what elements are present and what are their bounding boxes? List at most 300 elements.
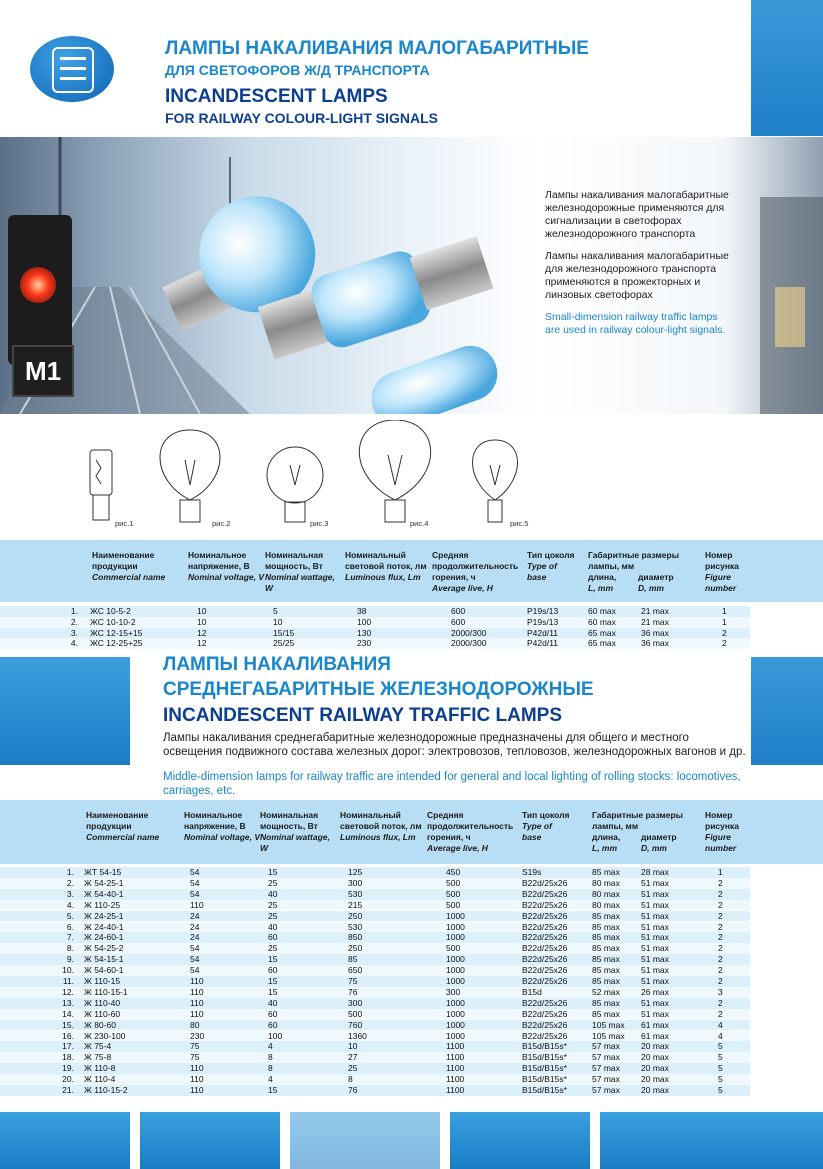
cell-lm: 75 bbox=[348, 976, 358, 986]
cell-h: 1000 bbox=[446, 997, 465, 1008]
cell-v: 80 bbox=[190, 1019, 200, 1030]
cell-l: 85 max bbox=[592, 976, 620, 986]
cell-l: 57 max bbox=[592, 1063, 620, 1074]
cell-h: 500 bbox=[446, 899, 461, 910]
cell-n: 12. bbox=[62, 986, 74, 997]
table-row bbox=[0, 1041, 750, 1052]
cell-lm: 25 bbox=[348, 1063, 358, 1074]
cell-lm: 230 bbox=[357, 638, 372, 649]
cell-lm: 10 bbox=[348, 1041, 358, 1052]
cell-n: 5. bbox=[66, 910, 74, 921]
table-row bbox=[0, 1031, 750, 1042]
th-figure: Номер рисунка Figure number bbox=[705, 550, 739, 593]
cell-d: 20 max bbox=[641, 1085, 669, 1095]
cell-n: 4. bbox=[70, 638, 78, 649]
cell-n: 17. bbox=[62, 1041, 74, 1052]
cell-v: 75 bbox=[190, 1041, 200, 1052]
cell-fig: 4 bbox=[718, 1019, 723, 1030]
cell-h: 500 bbox=[446, 943, 461, 954]
cell-n: 2. bbox=[70, 616, 78, 627]
cell-v: 10 bbox=[197, 606, 207, 616]
cell-h: 600 bbox=[451, 606, 466, 616]
decor-block-left bbox=[0, 657, 130, 765]
footer-block-3 bbox=[290, 1112, 440, 1169]
cell-w: 4 bbox=[268, 1041, 273, 1052]
cell-lm: 76 bbox=[348, 986, 358, 997]
company-logo bbox=[30, 36, 114, 102]
figure-label-4: рис.4 bbox=[410, 519, 429, 528]
cell-fig: 5 bbox=[718, 1085, 723, 1095]
cell-v: 12 bbox=[197, 627, 207, 638]
cell-n: 8. bbox=[66, 943, 74, 954]
cell-l: 65 max bbox=[588, 627, 616, 638]
cell-d: 36 max bbox=[641, 627, 669, 638]
cell-w: 15 bbox=[268, 986, 278, 997]
cell-base: B15d/B15s* bbox=[522, 1052, 567, 1063]
cell-v: 110 bbox=[190, 1063, 204, 1074]
cell-h: 1000 bbox=[446, 1008, 465, 1019]
cell-l: 105 max bbox=[592, 1030, 625, 1041]
table-row bbox=[0, 1020, 750, 1031]
cell-v: 54 bbox=[190, 965, 200, 976]
decor-strip-section2 bbox=[751, 657, 823, 765]
cell-w: 60 bbox=[268, 1008, 278, 1019]
cell-h: 500 bbox=[446, 888, 461, 899]
cell-v: 110 bbox=[190, 997, 204, 1008]
cell-h: 1000 bbox=[446, 954, 465, 965]
section2-intro-ru: Лампы накаливания среднегабаритные железнодорожные предназначены для общего и местного освещения подвижного состава железных дорог: электровозов, тепловозов, железнодорожных вагонов и др. bbox=[163, 732, 746, 758]
cell-v: 54 bbox=[190, 877, 200, 888]
cell-w: 15 bbox=[268, 954, 278, 965]
table-row bbox=[0, 617, 750, 628]
cell-name: ЖТ 54-15 bbox=[84, 867, 122, 877]
cell-n: 20. bbox=[62, 1074, 74, 1085]
cell-w: 5 bbox=[273, 606, 278, 616]
table-row bbox=[0, 889, 750, 900]
th2-length: длина, L, mm bbox=[592, 832, 621, 853]
cell-base: B22d/25x26 bbox=[522, 965, 568, 976]
cell-n: 11. bbox=[62, 976, 74, 986]
cell-base: B22d/25x26 bbox=[522, 888, 568, 899]
cell-d: 20 max bbox=[641, 1074, 669, 1085]
cell-l: 52 max bbox=[592, 986, 620, 997]
cell-d: 51 max bbox=[641, 921, 669, 932]
cell-l: 85 max bbox=[592, 910, 620, 921]
cell-name: Ж 54-15-1 bbox=[84, 954, 124, 965]
section2-intro-en: Middle-dimension lamps for railway traffic are intended for general and local lighting of rolling stocks: locomotives, carriages, etc. bbox=[163, 771, 741, 797]
cell-n: 9. bbox=[66, 954, 74, 965]
cell-d: 51 max bbox=[641, 965, 669, 976]
table-row bbox=[0, 900, 750, 911]
cell-h: 1000 bbox=[446, 921, 465, 932]
cell-base: P19s/13 bbox=[527, 616, 559, 627]
cell-v: 110 bbox=[190, 1074, 204, 1085]
cell-fig: 2 bbox=[718, 932, 723, 943]
figure-label-3: рис.3 bbox=[310, 519, 329, 528]
table-row bbox=[0, 867, 750, 878]
cell-n: 2. bbox=[66, 877, 74, 888]
cell-d: 51 max bbox=[641, 932, 669, 943]
cell-l: 57 max bbox=[592, 1085, 620, 1095]
cell-name: Ж 54-60-1 bbox=[84, 965, 124, 976]
title-ru-line2: ДЛЯ СВЕТОФОРОВ Ж/Д ТРАНСПОРТА bbox=[165, 62, 430, 78]
cell-d: 61 max bbox=[641, 1030, 669, 1041]
cell-base: B22d/25x26 bbox=[522, 910, 568, 921]
cell-d: 20 max bbox=[641, 1063, 669, 1074]
footer-block-5 bbox=[600, 1112, 823, 1169]
cell-n: 1. bbox=[66, 867, 74, 877]
table1-header bbox=[0, 540, 823, 602]
cell-lm: 1360 bbox=[348, 1030, 367, 1041]
cell-l: 85 max bbox=[592, 932, 620, 943]
cell-w: 40 bbox=[268, 921, 278, 932]
cell-h: 2000/300 bbox=[451, 638, 487, 649]
table-row bbox=[0, 1063, 750, 1074]
th-base: Тип цоколя Type of base bbox=[527, 550, 575, 582]
th2-diameter: диаметр D, mm bbox=[641, 832, 677, 853]
table-row bbox=[0, 1052, 750, 1063]
cell-w: 25 bbox=[268, 943, 278, 954]
cell-w: 25 bbox=[268, 910, 278, 921]
table-row bbox=[0, 922, 750, 933]
cell-l: 65 max bbox=[588, 638, 616, 649]
th2-power: Номинальная мощность, Вт Nominal wattage, W bbox=[260, 810, 330, 853]
cell-base: B22d/25x26 bbox=[522, 1019, 568, 1030]
cell-w: 15 bbox=[268, 976, 278, 986]
cell-fig: 5 bbox=[718, 1041, 723, 1052]
cell-fig: 2 bbox=[718, 899, 723, 910]
cell-v: 230 bbox=[190, 1030, 205, 1041]
cell-l: 85 max bbox=[592, 954, 620, 965]
cell-fig: 5 bbox=[718, 1063, 723, 1074]
cell-w: 15 bbox=[268, 867, 278, 877]
figure-label-5: рис.5 bbox=[510, 519, 529, 528]
cell-d: 28 max bbox=[641, 867, 669, 877]
cell-n: 13. bbox=[62, 997, 74, 1008]
cell-w: 60 bbox=[268, 965, 278, 976]
cell-name: Ж 110-60 bbox=[84, 1008, 121, 1019]
cell-l: 57 max bbox=[592, 1052, 620, 1063]
cell-w: 4 bbox=[268, 1074, 273, 1085]
cell-v: 110 bbox=[190, 986, 204, 997]
cell-fig: 2 bbox=[718, 976, 723, 986]
logo-mark-icon bbox=[52, 47, 94, 93]
th2-flux: Номинальный световой поток, лм Luminous flux, Lm bbox=[340, 810, 422, 842]
cell-l: 60 max bbox=[588, 616, 616, 627]
cell-n: 3. bbox=[70, 627, 78, 638]
cell-d: 51 max bbox=[641, 943, 669, 954]
cell-v: 10 bbox=[197, 616, 207, 627]
cell-l: 85 max bbox=[592, 997, 620, 1008]
figure-label-1: рис.1 bbox=[115, 519, 134, 528]
cell-l: 57 max bbox=[592, 1041, 620, 1052]
cell-fig: 1 bbox=[718, 867, 723, 877]
table-row bbox=[0, 911, 750, 922]
table-row bbox=[0, 1074, 750, 1085]
cell-w: 40 bbox=[268, 997, 278, 1008]
cell-n: 7. bbox=[66, 932, 74, 943]
th-life: Средняя продолжительность горения, ч Average live, H bbox=[432, 550, 519, 593]
cell-d: 51 max bbox=[641, 888, 669, 899]
cell-base: B15d bbox=[522, 986, 542, 997]
cell-fig: 2 bbox=[722, 627, 727, 638]
cell-w: 100 bbox=[268, 1030, 283, 1041]
cell-lm: 530 bbox=[348, 921, 363, 932]
cell-lm: 650 bbox=[348, 965, 363, 976]
cell-v: 110 bbox=[190, 899, 204, 910]
th2-life: Средняя продолжительность горения, ч Average live, H bbox=[427, 810, 514, 853]
cell-name: Ж 54-25-2 bbox=[84, 943, 124, 954]
cell-l: 60 max bbox=[588, 606, 616, 616]
cell-name: Ж 80-60 bbox=[84, 1019, 116, 1030]
table-row bbox=[0, 976, 750, 987]
cell-h: 600 bbox=[451, 616, 466, 627]
cell-h: 300 bbox=[446, 986, 461, 997]
th-voltage: Номинальное напряжение, В Nominal voltage, V bbox=[188, 550, 265, 582]
cell-name: Ж 110-25 bbox=[84, 899, 121, 910]
cell-h: 1000 bbox=[446, 965, 465, 976]
cell-l: 80 max bbox=[592, 899, 620, 910]
cell-d: 51 max bbox=[641, 997, 669, 1008]
cell-h: 1000 bbox=[446, 1019, 465, 1030]
cell-base: B22d/25x26 bbox=[522, 921, 568, 932]
cell-v: 24 bbox=[190, 910, 200, 921]
cell-fig: 1 bbox=[722, 616, 727, 627]
cell-lm: 530 bbox=[348, 888, 363, 899]
cell-n: 21. bbox=[62, 1085, 74, 1095]
table-row bbox=[0, 638, 750, 649]
cell-h: 1000 bbox=[446, 910, 465, 921]
cell-base: B22d/25x26 bbox=[522, 899, 568, 910]
cell-w: 8 bbox=[268, 1052, 273, 1063]
cell-fig: 2 bbox=[718, 954, 723, 965]
cell-lm: 27 bbox=[348, 1052, 358, 1063]
cell-v: 54 bbox=[190, 888, 200, 899]
cell-fig: 5 bbox=[718, 1074, 723, 1085]
cell-fig: 2 bbox=[718, 997, 723, 1008]
section2-title-ru-2: СРЕДНЕГАБАРИТНЫЕ ЖЕЛЕЗНОДОРОЖНЫЕ bbox=[163, 679, 594, 700]
cell-base: B22d/25x26 bbox=[522, 1008, 568, 1019]
cell-name: Ж 54-25-1 bbox=[84, 877, 124, 888]
cell-fig: 2 bbox=[718, 943, 723, 954]
cell-lm: 500 bbox=[348, 1008, 363, 1019]
banner-description bbox=[545, 189, 735, 346]
cell-fig: 2 bbox=[718, 910, 723, 921]
cell-name: ЖС 12-15+15 bbox=[90, 627, 143, 638]
cell-lm: 215 bbox=[348, 899, 363, 910]
signal-sign: M1 bbox=[12, 345, 74, 397]
cell-name: Ж 110-15-2 bbox=[84, 1085, 128, 1095]
table-row bbox=[0, 998, 750, 1009]
cell-name: Ж 110-8 bbox=[84, 1063, 116, 1074]
cell-n: 14. bbox=[62, 1008, 74, 1019]
footer-block-2 bbox=[140, 1112, 280, 1169]
desc-ru-1: Лампы накаливания малогабаритные железнодорожные применяются для сигнализации в светофорах железнодорожного транспорта bbox=[545, 189, 729, 240]
cell-w: 25 bbox=[268, 899, 278, 910]
cell-fig: 1 bbox=[722, 606, 727, 616]
table-row bbox=[0, 606, 750, 617]
cell-d: 20 max bbox=[641, 1041, 669, 1052]
cell-lm: 38 bbox=[357, 606, 367, 616]
cell-h: 1100 bbox=[446, 1052, 465, 1063]
cell-n: 15. bbox=[62, 1019, 74, 1030]
cell-v: 54 bbox=[190, 943, 200, 954]
table-row bbox=[0, 954, 750, 965]
cell-lm: 300 bbox=[348, 877, 363, 888]
title-en-line2: FOR RAILWAY COLOUR-LIGHT SIGNALS bbox=[165, 110, 439, 126]
cell-name: ЖС 12-25+25 bbox=[90, 638, 143, 649]
cell-base: B15d/B15s* bbox=[522, 1041, 567, 1052]
cell-d: 51 max bbox=[641, 1008, 669, 1019]
cell-lm: 250 bbox=[348, 910, 363, 921]
figure-label-2: рис.2 bbox=[212, 519, 231, 528]
cell-base: P42d/11 bbox=[527, 627, 559, 638]
cell-fig: 2 bbox=[718, 965, 723, 976]
cell-n: 4. bbox=[66, 899, 74, 910]
desc-en: Small-dimension railway traffic lamps are used in railway colour-light signals. bbox=[545, 311, 726, 336]
cell-d: 26 max bbox=[641, 986, 669, 997]
cell-fig: 2 bbox=[718, 921, 723, 932]
cell-n: 1. bbox=[70, 606, 78, 616]
cell-w: 40 bbox=[268, 888, 278, 899]
cell-name: Ж 230-100 bbox=[84, 1030, 126, 1041]
cell-v: 110 bbox=[190, 1008, 204, 1019]
table-row bbox=[0, 1085, 750, 1096]
cell-lm: 130 bbox=[357, 627, 372, 638]
th2-name: Наименование продукции Commercial name bbox=[86, 810, 160, 842]
th2-figure: Номер рисунка Figure number bbox=[705, 810, 739, 853]
cell-name: Ж 75-4 bbox=[84, 1041, 112, 1052]
footer-block-4 bbox=[450, 1112, 590, 1169]
cell-base: P42d/11 bbox=[527, 638, 559, 649]
cell-l: 105 max bbox=[592, 1019, 625, 1030]
cell-base: B22d/25x26 bbox=[522, 976, 568, 986]
table-row bbox=[0, 943, 750, 954]
cell-d: 51 max bbox=[641, 910, 669, 921]
cell-h: 1000 bbox=[446, 1030, 465, 1041]
cell-l: 85 max bbox=[592, 1008, 620, 1019]
cell-w: 15/15 bbox=[273, 627, 295, 638]
th2-voltage: Номинальное напряжение, В Nominal voltage, V bbox=[184, 810, 261, 842]
table-row bbox=[0, 878, 750, 889]
cell-name: ЖС 10-10-2 bbox=[90, 616, 136, 627]
cell-lm: 76 bbox=[348, 1085, 358, 1095]
section2-title-en: INCANDESCENT RAILWAY TRAFFIC LAMPS bbox=[163, 705, 563, 726]
cell-lm: 100 bbox=[357, 616, 372, 627]
cell-d: 51 max bbox=[641, 899, 669, 910]
th-length: длина, L, mm bbox=[588, 572, 617, 593]
table-row bbox=[0, 987, 750, 998]
title-ru-line1: ЛАМПЫ НАКАЛИВАНИЯ МАЛОГАБАРИТНЫЕ bbox=[165, 38, 589, 59]
cell-lm: 300 bbox=[348, 997, 363, 1008]
cell-base: B15d/B15s* bbox=[522, 1063, 567, 1074]
cell-name: Ж 24-25-1 bbox=[84, 910, 124, 921]
cell-n: 6. bbox=[66, 921, 74, 932]
decor-strip-top bbox=[751, 0, 823, 136]
cell-n: 16. bbox=[62, 1030, 74, 1041]
table2-header bbox=[0, 800, 823, 864]
cell-w: 10 bbox=[273, 616, 283, 627]
cell-name: Ж 24-40-1 bbox=[84, 921, 124, 932]
cell-l: 85 max bbox=[592, 867, 620, 877]
th-flux: Номинальный световой поток, лм Luminous flux, Lm bbox=[345, 550, 427, 582]
cell-name: Ж 110-15 bbox=[84, 976, 121, 986]
cell-l: 85 max bbox=[592, 943, 620, 954]
cell-d: 21 max bbox=[641, 616, 669, 627]
cell-v: 75 bbox=[190, 1052, 200, 1063]
cell-d: 61 max bbox=[641, 1019, 669, 1030]
cell-lm: 250 bbox=[348, 943, 363, 954]
cell-base: B15d/B15s* bbox=[522, 1085, 567, 1095]
section2-title-ru-1: ЛАМПЫ НАКАЛИВАНИЯ bbox=[163, 654, 391, 675]
cell-name: Ж 110-4 bbox=[84, 1074, 116, 1085]
th-dims: Габаритные размеры лампы, мм bbox=[588, 550, 679, 571]
table-row bbox=[0, 965, 750, 976]
th-name: Наименование продукции Commercial name bbox=[92, 550, 166, 582]
cell-lm: 8 bbox=[348, 1074, 353, 1085]
red-signal-light bbox=[20, 267, 56, 303]
cell-d: 36 max bbox=[641, 638, 669, 649]
cell-w: 8 bbox=[268, 1063, 273, 1074]
cell-base: P19s/13 bbox=[527, 606, 559, 616]
cell-l: 80 max bbox=[592, 888, 620, 899]
cell-base: B22d/25x26 bbox=[522, 932, 568, 943]
cell-name: ЖС 10-5-2 bbox=[90, 606, 131, 616]
cell-d: 51 max bbox=[641, 976, 669, 986]
cell-v: 54 bbox=[190, 867, 200, 877]
th2-base: Тип цоколя Type of base bbox=[522, 810, 570, 842]
cell-fig: 5 bbox=[718, 1052, 723, 1063]
cell-h: 1100 bbox=[446, 1074, 465, 1085]
cell-base: B22d/25x26 bbox=[522, 877, 568, 888]
th-power: Номинальная мощность, Вт Nominal wattage, W bbox=[265, 550, 335, 593]
cell-l: 85 max bbox=[592, 921, 620, 932]
cell-fig: 2 bbox=[718, 1008, 723, 1019]
cell-w: 60 bbox=[268, 1019, 278, 1030]
cell-base: B22d/25x26 bbox=[522, 954, 568, 965]
cell-h: 1100 bbox=[446, 1041, 465, 1052]
cell-h: 1100 bbox=[446, 1085, 465, 1095]
cell-base: B22d/25x26 bbox=[522, 943, 568, 954]
cell-l: 85 max bbox=[592, 965, 620, 976]
cell-d: 51 max bbox=[641, 877, 669, 888]
cell-lm: 760 bbox=[348, 1019, 363, 1030]
footer-block-1 bbox=[0, 1112, 130, 1169]
cell-h: 1100 bbox=[446, 1063, 465, 1074]
cell-d: 20 max bbox=[641, 1052, 669, 1063]
table-row bbox=[0, 1009, 750, 1020]
cell-n: 10. bbox=[62, 965, 74, 976]
cell-h: 1000 bbox=[446, 976, 465, 986]
cell-base: B22d/25x26 bbox=[522, 997, 568, 1008]
cell-v: 24 bbox=[190, 932, 200, 943]
cell-fig: 2 bbox=[722, 638, 727, 649]
table-row bbox=[0, 628, 750, 639]
th2-dims: Габаритные размеры лампы, мм bbox=[592, 810, 683, 831]
cell-name: Ж 110-15-1 bbox=[84, 986, 128, 997]
cell-n: 18. bbox=[62, 1052, 74, 1063]
cell-w: 15 bbox=[268, 1085, 278, 1095]
title-en-line1: INCANDESCENT LAMPS bbox=[165, 86, 388, 107]
cell-fig: 2 bbox=[718, 877, 723, 888]
cell-name: Ж 75-8 bbox=[84, 1052, 112, 1063]
photo-banner bbox=[0, 137, 823, 414]
lamp-diagrams bbox=[80, 420, 540, 530]
cell-v: 54 bbox=[190, 954, 200, 965]
cell-l: 80 max bbox=[592, 877, 620, 888]
cell-n: 3. bbox=[66, 888, 74, 899]
cell-fig: 4 bbox=[718, 1030, 723, 1041]
